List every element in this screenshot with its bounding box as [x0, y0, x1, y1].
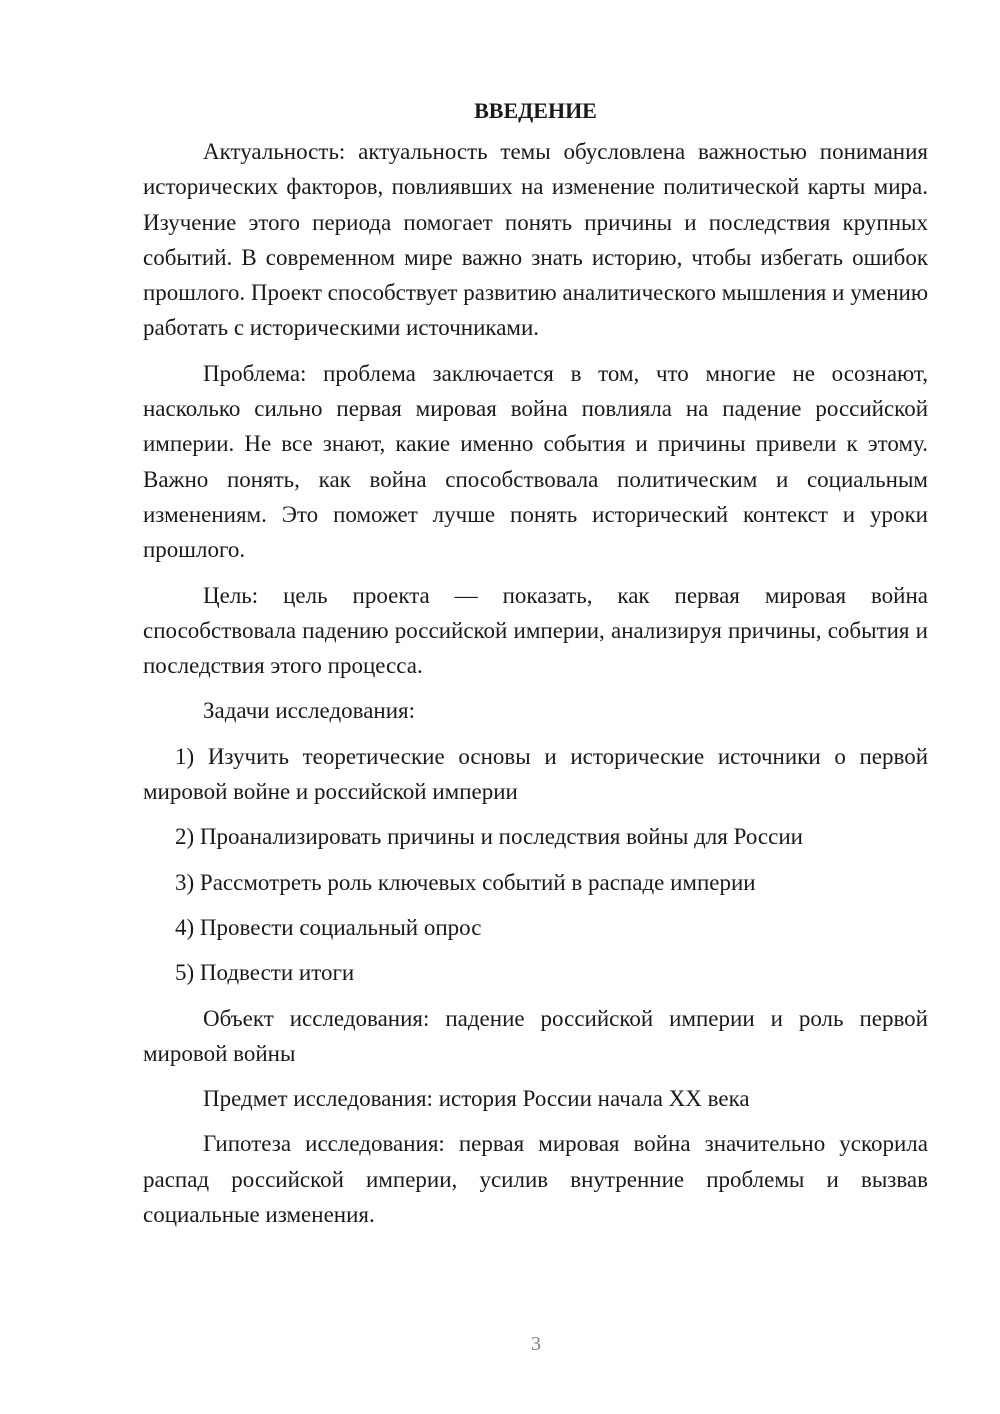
section-heading: ВВЕДЕНИЕ	[474, 98, 597, 123]
page-number: 3	[531, 1333, 541, 1355]
problem-paragraph: Проблема: проблема заключается в том, что многие не осознают, насколько сильно первая мировая война повлияла на падение российской империи. Не все знают, какие именно события и причины привели к этому. Важно понять, как война способствовала политическим и социальным изменениям. Это поможет лучше понять исторический контекст и уроки прошлого.	[143, 360, 928, 563]
page-content	[143, 93, 928, 1242]
goal-paragraph: Цель: цель проекта — показать, как первая мировая война способствовала падению российской империи, анализируя причины, события и последствия этого процесса.	[143, 582, 928, 679]
task-item: 2) Проанализировать причины и последствия войны для России	[175, 824, 803, 850]
task-item: 4) Провести социальный опрос	[175, 914, 482, 940]
relevance-paragraph: Актуальность: актуальность темы обусловлена важностью понимания исторических факторов, повлиявших на изменение политической карты мира. Изучение этого периода помогает понять причины и последствия крупных событий. В современном мире важно знать историю, чтобы избегать ошибок прошлого. Проект способствует развитию аналитического мышления и умению работать с историческими источниками.	[143, 139, 928, 341]
subject-paragraph: Предмет исследования: история России начала XX века	[203, 1086, 750, 1112]
task-item: 5) Подвести итоги	[175, 960, 355, 986]
object-paragraph: Объект исследования: падение российской империи и роль первой мировой войны	[143, 1005, 928, 1066]
task-item: 3) Рассмотреть роль ключевых событий в распаде империи	[175, 869, 756, 895]
tasks-heading: Задачи исследования:	[203, 698, 416, 724]
hypothesis-paragraph: Гипотеза исследования: первая мировая война значительно ускорила распад российской империи, усилив внутренние проблемы и вызвав социальные изменения.	[143, 1131, 928, 1228]
task-item: 1) Изучить теоретические основы и исторические источники о первой мировой войне и российской империи	[143, 743, 928, 805]
